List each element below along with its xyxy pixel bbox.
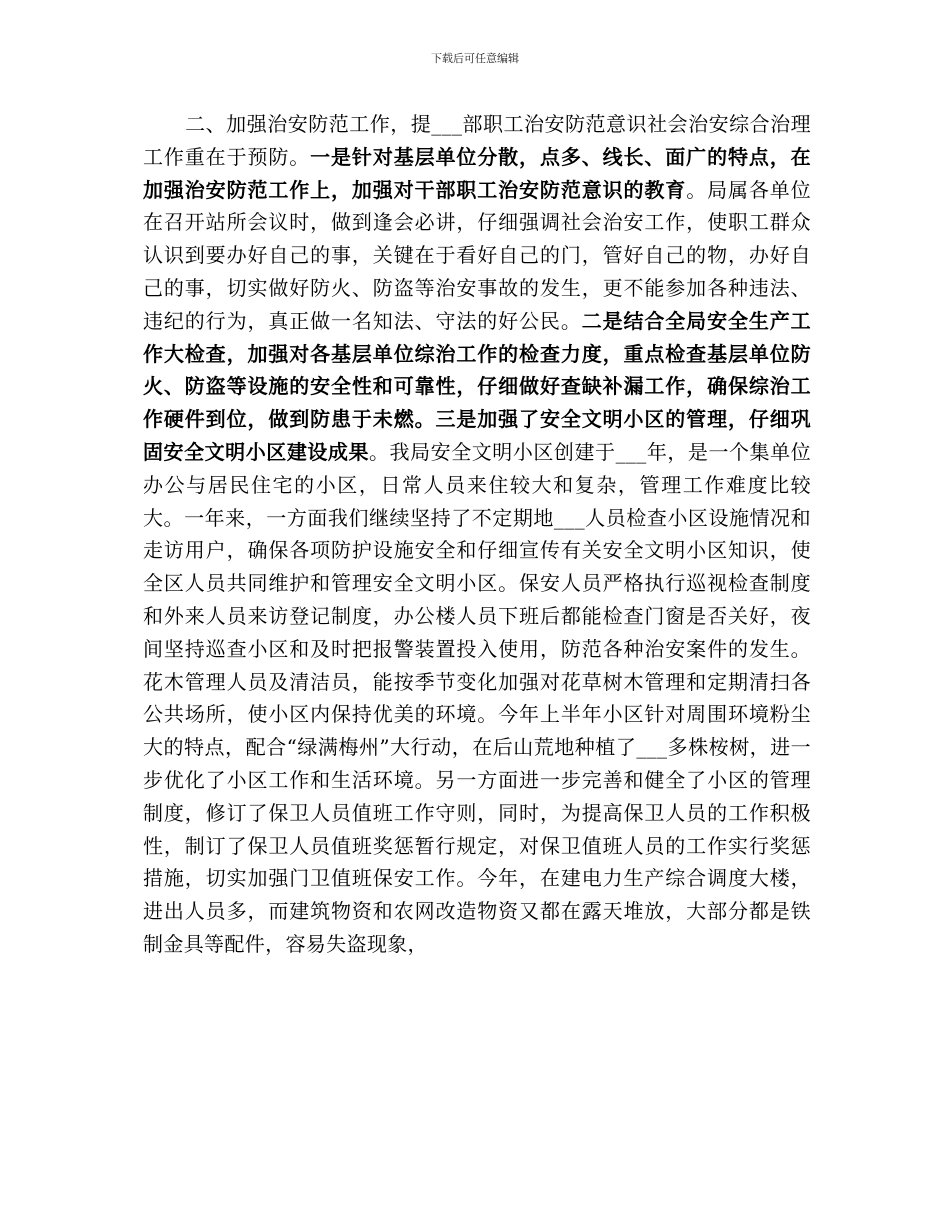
page-header-note: 下载后可任意编辑	[431, 52, 519, 65]
text-segment-bold-points-two-three: 二是结合全局安全生产工作大检查，加强对各基层单位综治工作的检查力度，重点检查基层单位防火、防盗等设施的安全性和可靠性，仔细做好查缺补漏工作，确保综治工作硬件到位，做到防患于未燃。三是加强了安全文明小区的管理，仔细巩固安全文明小区建设成果	[143, 308, 811, 464]
text-segment-intro: 二、加强治安防范工作，提___部职工治安防范意识社会治安综合治理工作重在于预防。	[143, 112, 811, 169]
text-segment-bold-point-one: 一是针对基层单位分散，点多、线长、面广的特点，在加强治安防范工作上，加强对干部职工治安防范意识的教育	[143, 144, 811, 202]
text-segment-community-details: 。我局安全文明小区创建于___年，是一个集单位办公与居民住宅的小区，日常人员来住较大和复杂，管理工作难度比较大。一年来，一方面我们继续坚持了不定期地___人员检查小区设施情况和走访用户，确保各项防护设施安全和仔细宣传有关安全文明小区知识，使全区人员共同维护和管理安全文明小区。保安人员严格执行巡视检查制度和外来人员来访登记制度，办公楼人员下班后都能检查门窗是否关好，夜间坚持巡查小区和及时把报警装置投入使用，防范各种治安案件的发生。花木管理人员及清洁员，能按季节变化加强对花草树木管理和定期清扫各公共场所，使小区内保持优美的环境。今年上半年小区针对周围环境粉尘大的特点，配合“绿满梅州”大行动，在后山荒地种植了___多株桉树，进一步优化了小区工作和生活环境。另一方面进一步完善和健全了小区的管理制度，修订了保卫人员值班工作守则，同时，为提高保卫人员的工作积极性，制订了保卫人员值班奖惩暂行规定，对保卫值班人员的工作实行奖惩措施，切实加强门卫值班保安工作。今年，在建电力生产综合调度大楼，进出人员多，而建筑物资和农网改造物资又都在露天堆放，大部分都是铁制金具等配件，容易失盗现象，	[143, 439, 811, 956]
text-segment-education-details: 。局属各单位在召开站所会议时，做到逢会必讲，仔细强调社会治安工作，使职工群众认识到要办好自己的事，关键在于看好自己的门，管好自己的物，办好自己的事，切实做好防火、防盗等治安事故的发生，更不能参加各种违法、违纪的行为，真正做一名知法、守法的好公民。	[143, 177, 811, 333]
document-body-paragraph	[143, 108, 811, 1108]
